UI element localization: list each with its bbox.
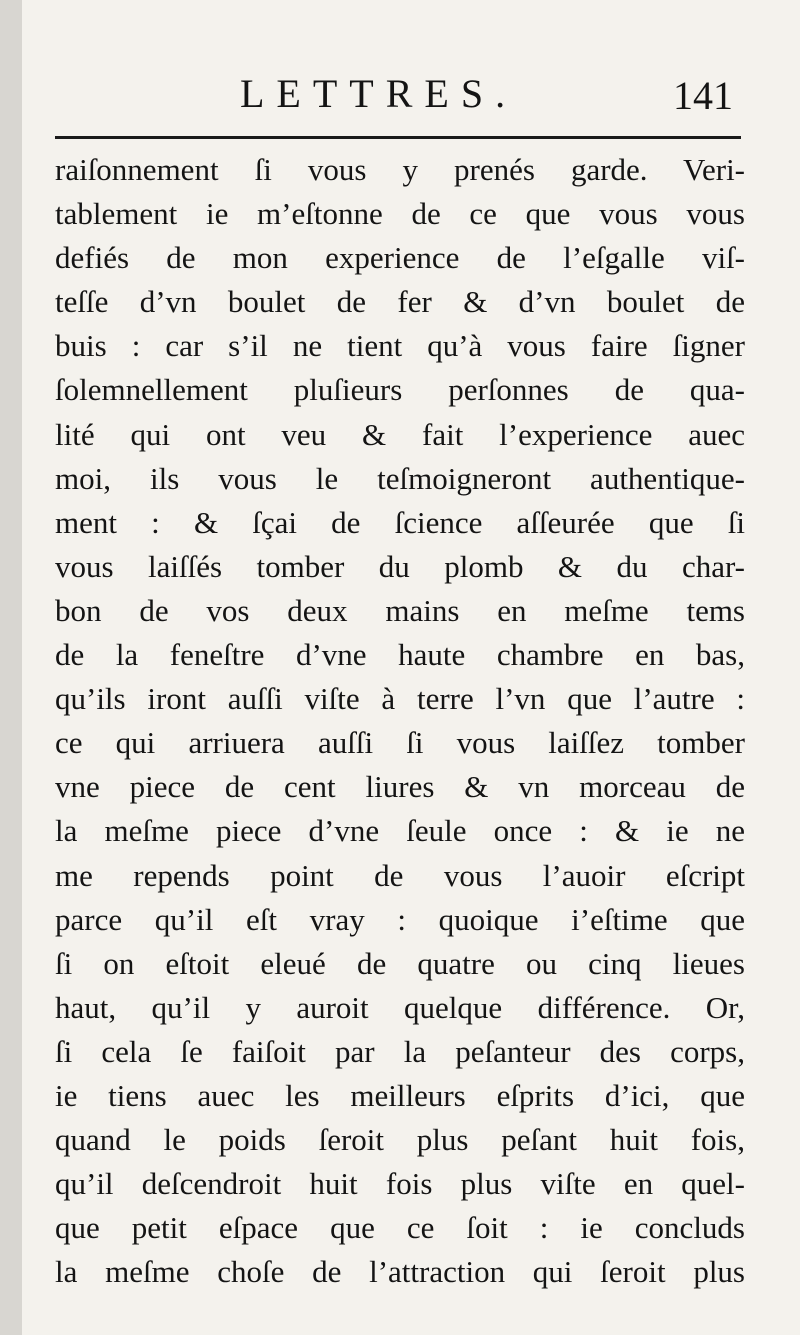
text-line: ie tiens auec les meilleurs eſprits d’ici, que: [55, 1077, 745, 1113]
text-line: la meſme choſe de l’attraction qui ſeroit plus: [55, 1254, 745, 1290]
text-line: lité qui ont veu & fait l’experience auec: [55, 416, 745, 452]
text-line: que petit eſpace que ce ſoit : ie concluds: [55, 1210, 745, 1246]
text-line: ſolemnellement pluſieurs perſonnes de qua-: [55, 372, 745, 408]
text-line: qu’il deſcendroit huit fois plus viſte en quel-: [55, 1166, 745, 1202]
text-line: quand le poids ſeroit plus peſant huit fois,: [55, 1122, 745, 1158]
text-line: parce qu’il eſt vray : quoique i’eſtime que: [55, 901, 745, 937]
page-gutter-shadow: [0, 0, 22, 1335]
text-line: de la feneſtre d’vne haute chambre en bas,: [55, 637, 745, 673]
text-line: ſi on eſtoit eleué de quatre ou cinq lieues: [55, 945, 745, 981]
text-line: buis : car s’il ne tient qu’à vous faire ſigner: [55, 328, 745, 364]
page-number: 141: [673, 73, 733, 118]
text-line: defiés de mon experience de l’eſgalle viſ-: [55, 240, 745, 276]
page-header: [55, 70, 745, 130]
text-line: bon de vos deux mains en meſme tems: [55, 592, 745, 628]
text-line: me repends point de vous l’auoir eſcript: [55, 857, 745, 893]
text-line: tablement ie m’eſtonne de ce que vous vous: [55, 196, 745, 232]
text-line: ce qui arriuera auſſi ſi vous laiſſez tomber: [55, 725, 745, 761]
text-line: la meſme piece d’vne ſeule once : & ie ne: [55, 813, 745, 849]
body-text: [55, 148, 745, 1294]
running-title: LETTRES.: [240, 71, 518, 116]
text-line: raiſonnement ſi vous y prenés garde. Veri-: [55, 152, 745, 187]
header-rule: [55, 136, 741, 139]
text-line: haut, qu’il y auroit quelque différence. Or,: [55, 989, 745, 1025]
text-line: vous laiſſés tomber du plomb & du char-: [55, 548, 745, 584]
text-line: ſi cela ſe faiſoit par la peſanteur des corps,: [55, 1033, 745, 1069]
text-line: vne piece de cent liures & vn morceau de: [55, 769, 745, 805]
text-line: ment : & ſçai de ſcience aſſeurée que ſi: [55, 504, 745, 540]
text-line: qu’ils iront auſſi viſte à terre l’vn que l’autre :: [55, 681, 745, 717]
text-line: moi, ils vous le teſmoigneront authentique-: [55, 460, 745, 496]
text-line: teſſe d’vn boulet de fer & d’vn boulet de: [55, 284, 745, 320]
